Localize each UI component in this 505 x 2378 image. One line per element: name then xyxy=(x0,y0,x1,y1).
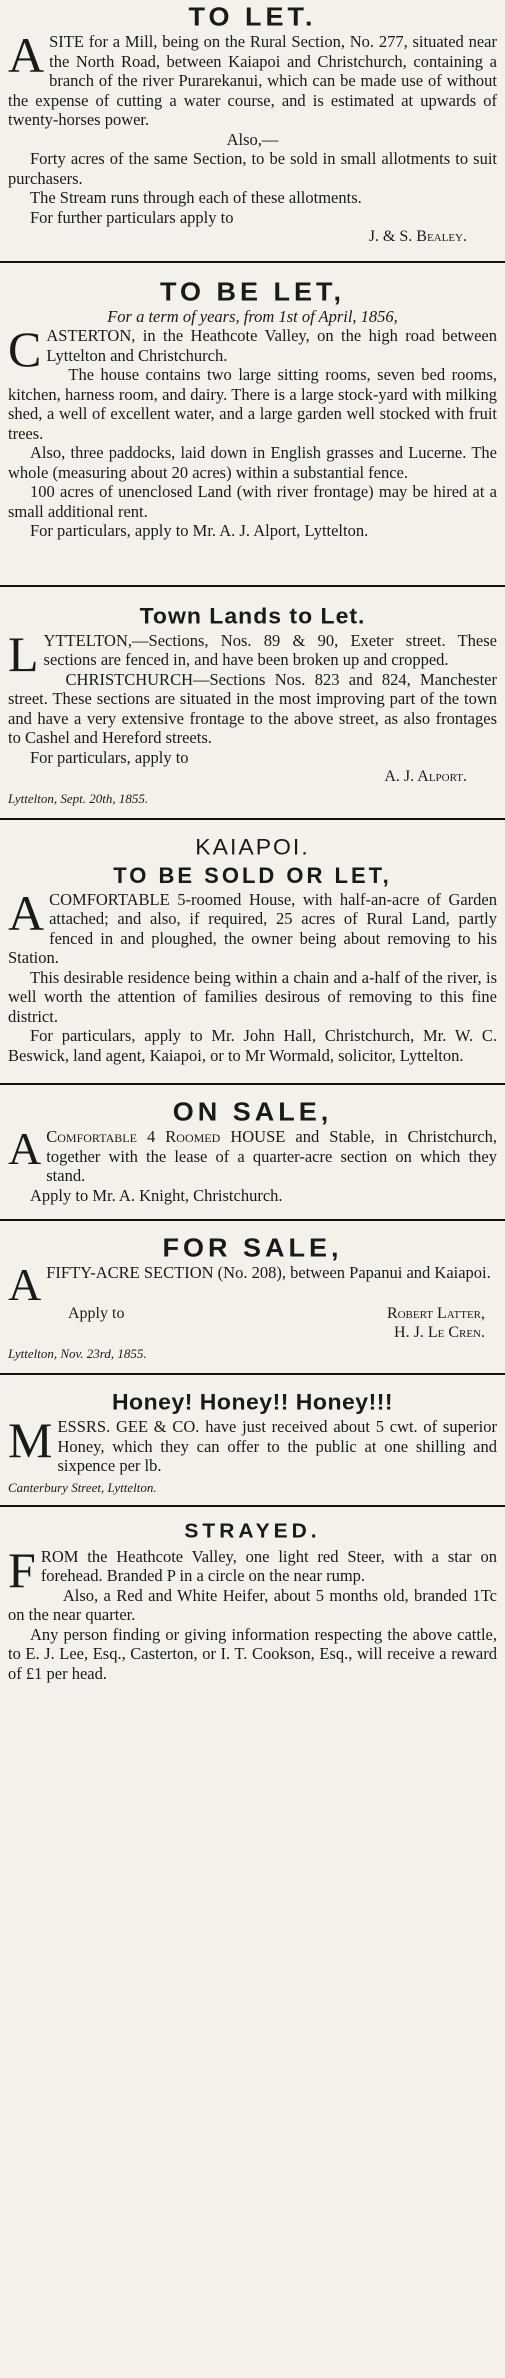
ad-heading: ON SALE, xyxy=(172,1097,333,1127)
signatures: Robert Latter, H. J. Le Cren. xyxy=(386,1305,485,1341)
ad-heading: FOR SALE, xyxy=(162,1233,343,1263)
ad-town-lands: Town Lands to Let. LYTTELTON,—Sections, Nos. 89 & 90, Exeter street. These sections are fenced in, and have been broken up and cropped. CHRISTCHURCH—Sections Nos. 823 and 824, Manchester street. These sections are situated in the most improving part of the town and have a very extensive frontage to the above street, as also frontages to Cashel and Hereford streets. For particulars, apply to A. J. Alport. Lyttelton, Sept. 20th, 1855. xyxy=(8,587,497,818)
drop-cap: M xyxy=(8,1412,53,1468)
ad-mill-site: TO LET. ASITE for a Mill, being on the Rural Section, No. 277, situated near the North Road, between Kaiapoi and Christchurch, containing a branch of the river Purarekanui, which can be made use of without the expense of cutting a water course, and is estimated at upwards of twenty-horses power. Also,— Forty acres of the same Section, to be sold in small allotments to suit purchasers. The Stream runs through each of these allotments. For further particulars apply to J. & S. Bealey. xyxy=(8,0,497,261)
date-line: Lyttelton, Sept. 20th, 1855. xyxy=(8,790,149,806)
ad-heading: TO LET. xyxy=(188,2,317,32)
ad-heading: Town Lands to Let. xyxy=(139,603,366,628)
ad-heading: TO BE LET, xyxy=(159,277,346,306)
drop-cap: L xyxy=(8,625,39,682)
term-line: For a term of years, from 1st of April, 1856, xyxy=(107,306,398,326)
drop-cap: A xyxy=(8,1259,42,1310)
ad-kaiapoi: KAIAPOI. TO BE SOLD OR LET, ACOMFORTABLE 5-roomed House, with half-an-acre of Garden attached; and also, if required, 25 acres of Rural Land, partly fenced in and ploughed, the owner being about removing to his Station. This desirable residence being within a chain and a-half of the river, is well worth the attention of families desirous of removing to this fine district. For particulars, apply to Mr. John Hall, Christchurch, Mr. W. C. Beswick, land agent, Kaiapoi, or to Mr Wormald, solicitor, Lyttelton. xyxy=(8,834,497,1065)
also-line: Also,— xyxy=(226,129,279,149)
drop-cap: A xyxy=(8,1123,42,1174)
signature: J. & S. Bealey. xyxy=(368,228,467,245)
ad-heading: KAIAPOI. xyxy=(195,834,310,859)
date-line: Lyttelton, Nov. 23rd, 1855. xyxy=(8,1346,147,1361)
ad-heading: Honey! Honey!! Honey!!! xyxy=(111,1389,394,1415)
ad-for-sale: FOR SALE, AFIFTY-ACRE SECTION (No. 208), between Papanui and Kaiapoi. Apply to Robert Latter, H. J. Le Cren. Lyttelton, Nov. 23rd, 1855. xyxy=(8,1221,497,1373)
apply-line: Apply to xyxy=(68,1305,125,1322)
signature: A. J. Alport. xyxy=(384,768,467,785)
ad-casterton: TO BE LET, For a term of years, from 1st of April, 1856, CASTERTON, in the Heathcote Valley, on the high road between Lyttelton and Christchurch. The house contains two large sitting rooms, seven bed rooms, kitchen, harness room, and dairy. There is a large stock-yard with milking shed, a well of excellent water, and a large garden well stocked with fruit trees. Also, three paddocks, laid down in English grasses and Lucerne. The whole (measuring about 20 acres) within a substantial fence. 100 acres of unenclosed Land (with river frontage) may be hired at a small additional rent. For particulars, apply to Mr. A. J. Alport, Lyttelton. xyxy=(8,277,497,540)
drop-cap: A xyxy=(8,884,45,941)
drop-cap: A xyxy=(8,27,45,83)
ad-honey: Honey! Honey!! Honey!!! MESSRS. GEE & CO. have just received about 5 cwt. of superior Honey, which they can offer to the public at one shilling and sixpence per lb. Canterbury Street, Lyttelton. xyxy=(8,1375,497,1505)
ad-subheading: TO BE SOLD OR LET, xyxy=(113,862,392,888)
ad-strayed: STRAYED. FROM the Heathcote Valley, one light red Steer, with a star on forehead. Branded P in a circle on the near rump. Also, a Red and White Heifer, about 5 months old, branded 1Tc on the near quarter. Any person finding or giving information respecting the above cattle, to E. J. Lee, Esq., Casterton, or I. T. Cookson, Esq., will receive a reward of £1 per head. xyxy=(8,1507,497,1684)
drop-cap: F xyxy=(8,1541,36,1598)
address-line: Canterbury Street, Lyttelton. xyxy=(8,1479,157,1495)
ad-on-sale: ON SALE, A Comfortable 4 Roomed HOUSE and Stable, in Christchurch, together with the lease of a quarter-acre section on which they stand. Apply to Mr. A. Knight, Christchurch. xyxy=(8,1097,497,1205)
ad-heading: STRAYED. xyxy=(184,1520,321,1542)
drop-cap: C xyxy=(8,321,42,377)
